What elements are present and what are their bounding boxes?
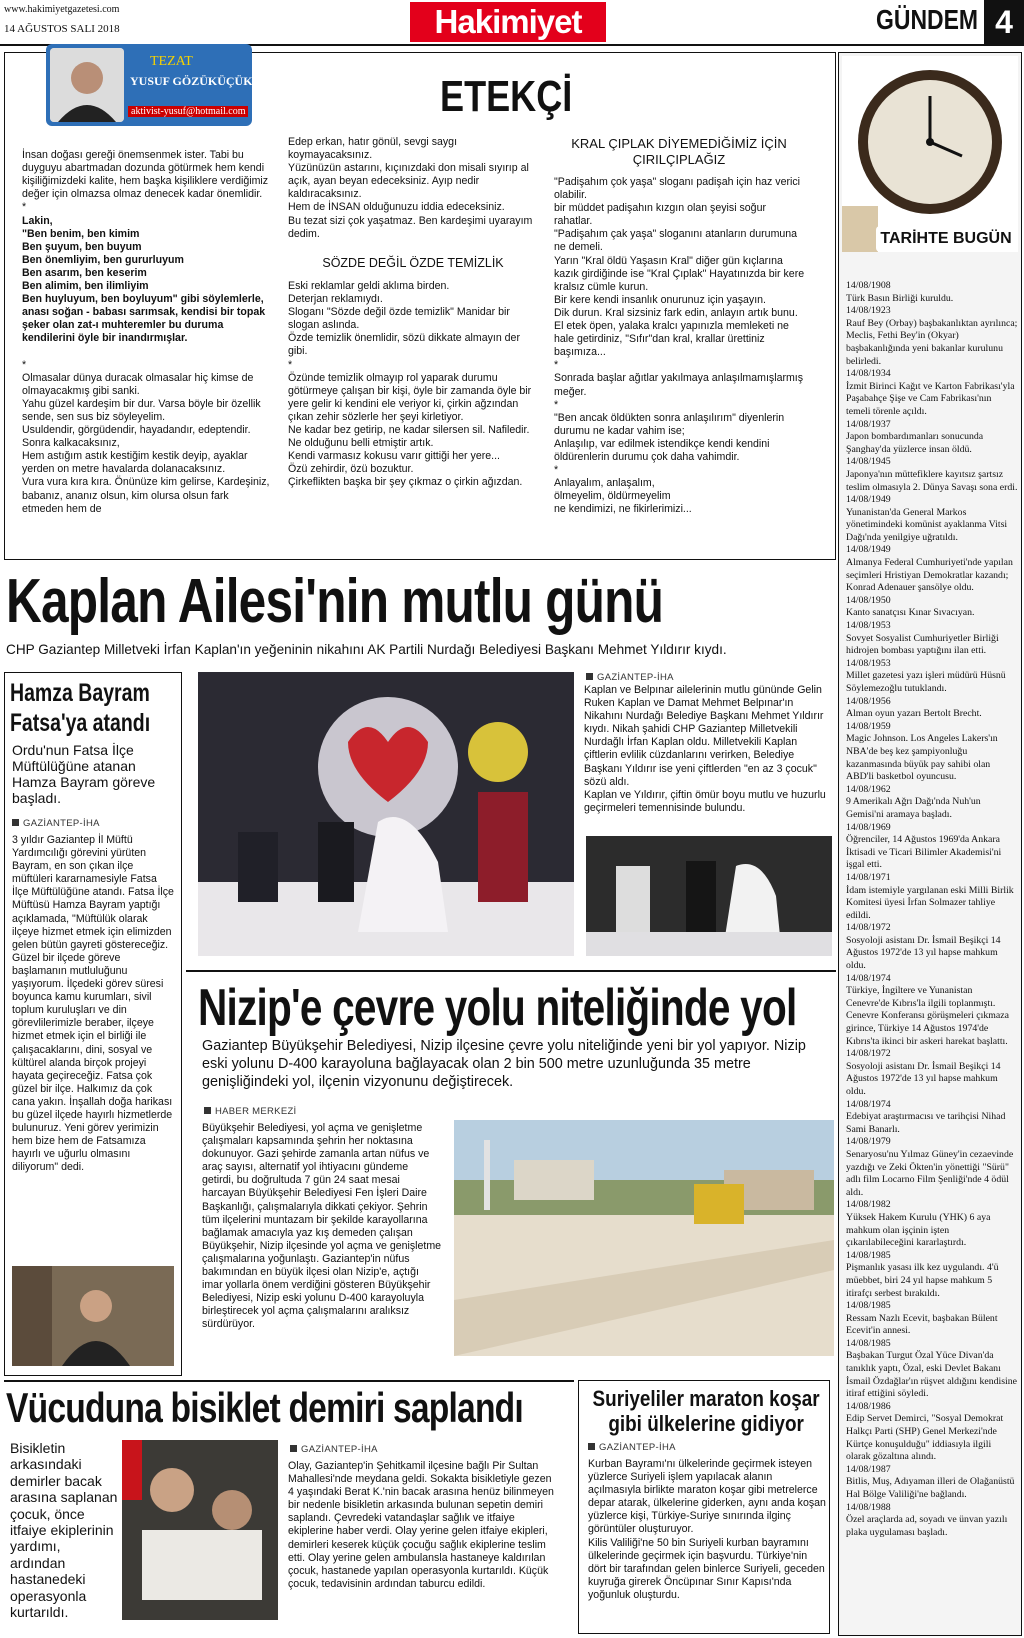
- section-label: GÜNDEM: [876, 4, 979, 35]
- tarihte-item-date: 14/08/1949: [846, 544, 891, 556]
- author-photo: [50, 48, 124, 122]
- tarihte-item-date: 14/08/1953: [846, 620, 891, 632]
- bisiklet-agency: GAZİANTEP-İHA: [290, 1444, 378, 1455]
- kaplan-body: Kaplan ve Belpınar ailelerinin mutlu gününde Gelin Ruken Kaplan ve Damat Mehmet Belpınar'ın Nikahını Nurdağı Belediye Başkanı Mehmet Yıldırır kıydı. Nikah şahidi CHP Gaziantep Milletvekili Nurdağlı İrfan Kaplan oldu. Milletvekili Kaplan çiftlerin evlilik cüzdanlarını verirken, Belediye Başkanı Yıldırır ise yeni çiftlerden "en az 3 çocuk" sözü aldı. Kaplan ve Yıldırır, çiftin ömür boyu mutlu ve huzurlu geçirmeleri temennisinde bulundu.: [584, 684, 826, 814]
- bisiklet-rule: [4, 1380, 574, 1382]
- column-title: ETEKÇİ: [440, 72, 573, 121]
- tarihte-item-text: Sosyoloji asistanı Dr. İsmail Beşikçi 14 Ağustos 1972'de 13 yıl hapse mahkum oldu.: [846, 934, 1001, 972]
- tarihte-item-date: 14/08/1962: [846, 783, 891, 795]
- kaplan-title: Kaplan Ailesi'nin mutlu günü: [6, 567, 664, 636]
- tarihte-item-date: 14/08/1972: [846, 922, 891, 934]
- tarihte-item-text: Rauf Bey (Orbay) başbakanlıktan ayrılınca; Meclis, Fethi Bey'in (Okyar) başbakanlığında yeni bakanlar kurulunu belirledi.: [846, 317, 1018, 367]
- tarihte-item-date: 14/08/1945: [846, 456, 891, 468]
- column-email[interactable]: aktivist-yusuf@hotmail.com: [128, 106, 248, 117]
- tarihte-item-date: 14/08/1934: [846, 368, 891, 380]
- tarihte-title: TARİHTE BUGÜN: [876, 226, 1016, 252]
- tarihte-item-date: 14/08/1969: [846, 821, 891, 833]
- bisiklet-lead: Bisikletin arkasındaki demirler bacak arasına saplanan çocuk, önce itfaiye ekiplerinin yardımı, ardından hastanedeki operasyonla kurtarıldı.: [10, 1440, 118, 1621]
- suriye-body: Kurban Bayramı'nı ülkelerinde geçirmek isteyen yüzlerce Suriyeli işlem yapılacak alanın açılmasıyla birlikte maraton koşar gibi metrelerce depar atarak, ülkelerine giderken, aynı anda koşan yüzlerce kişi, Türkiye-Suriye sınırında ilginç görüntüler oluşturuyor. Kilis Valiliği'ne 50 bin Suriyeli kurban bayramını ülkelerinde geçirmek için başvurdu. Türkiye'nin dört bir tarafından gelen binlerce Suriyeli, geceden kuyruğa girerek Öncüpınar Sınır Kapısı'nda yoğunluk oluşturdu.: [588, 1458, 826, 1601]
- tarihte-list: [846, 280, 1018, 1539]
- hamza-agency: GAZİANTEP-İHA: [12, 818, 100, 829]
- tarihte-item-text: Edip Servet Demirci, "Sosyal Demokrat Halkçı Parti (SHP) Genel Merkezi'nde Kürtçe konuşulduğu" iddiasıyla ilgili olarak gözaltına alındı.: [846, 1413, 1004, 1463]
- tarihte-item-text: Almanya Federal Cumhuriyeti'nde yapılan seçimleri Hristiyan Demokratlar kazandı; Konrad Adenauer şansölye oldu.: [846, 557, 1013, 594]
- nizip-title: Nizip'e çevre yolu niteliğinde yol: [198, 979, 797, 1037]
- nizip-agency: HABER MERKEZİ: [204, 1106, 297, 1117]
- nizip-photo: [454, 1120, 834, 1356]
- tarihte-item-date: 14/08/1985: [846, 1300, 891, 1312]
- tarihte-item-date: 14/08/1953: [846, 657, 891, 669]
- tarihte-item-text: İzmit Birinci Kağıt ve Karton Fabrikası'yla Paşabahçe Şişe ve Cam Fabrikası'nın temeli törenle açıldı.: [846, 380, 1015, 417]
- tarihte-item-text: Öğrenciler, 14 Ağustos 1969'da Ankara İktisadi ve Ticari Bilimler Akademisi'ni işgal etti.: [846, 834, 1002, 871]
- tarihte-item-text: 9 Amerikalı Ağrı Dağı'nda Nuh'un Gemisi'ni aramaya başladı.: [846, 796, 981, 820]
- masthead-logo-text: Hakimiyet: [434, 3, 582, 40]
- tarihte-item-date: 14/08/1949: [846, 494, 891, 506]
- tarihte-item-text: Ressam Nazlı Ecevit, başbakan Bülent Ecevit'in annesi.: [846, 1312, 998, 1337]
- page-number: 4: [984, 0, 1024, 44]
- clock-image: [842, 56, 1018, 252]
- tarihte-item-date: 14/08/1979: [846, 1136, 891, 1148]
- tarihte-item-date: 14/08/1986: [846, 1400, 891, 1412]
- tarihte-item-text: Edebiyat araştırmacısı ve tarihçisi Nihad Sami Banarlı.: [846, 1111, 1006, 1135]
- nizip-subtitle: Gaziantep Büyükşehir Belediyesi, Nizip ilçesine çevre yolu niteliğinde yeni bir yol yapıyor. Nizip eski yolunu D-400 karayoluna bağlayacak olan 2 bin 500 metre uzunluğunda 35 metre genişliğindeki yol, ilçenin vizyonunu değiştirecek.: [202, 1038, 806, 1090]
- tarihte-item-date: 14/08/1959: [846, 720, 891, 732]
- hamza-lead: Ordu'nun Fatsa İlçe Müftülüğüne atanan Hamza Bayram göreve başladı.: [12, 742, 156, 806]
- suriye-agency: GAZİANTEP-İHA: [588, 1442, 676, 1453]
- tarihte-item-date: 14/08/1974: [846, 972, 891, 984]
- tarihte-item-text: Yunanistan'da General Markos yönetimindeki komünist ayaklanma Vitsi Dağı'nda yenilgiye uğratıldı.: [846, 506, 1008, 543]
- tarihte-item-text: Bitlis, Muş, Adıyaman illeri de Olağanüstü Hal Bölge Valiliği'ne bağlandı.: [846, 1476, 1015, 1500]
- column-col1: İnsan doğası gereği önemsenmek ister. Tabi bu duyguyu abartmadan dozunda götürmek hem kendi kişiliğimizdeki kalite, hem başka kişiliklere verdiğimiz değer için olmazsa olmaz denecek kadar önemlidir. * Lakin, "Ben benim, ben kimim Ben şuyum, ben buyum Ben önemliyim, ben gururluyum Ben asarım, ben keserim Ben alimim, ben ilimliyim Ben huyluyum, ben boyluyum" gibi söylemlerle, anası soğan - babası sarımsak, kendisi bir topak şeker olan zat-ı muhteremler bu duruma kendilerini öyle bir inandırmışlar. * Olmasalar dünya duracak olmasalar hiç kimse de olmayacakmış gibi sanki. Yahu güzel kardeşim bir dur. Varsa böyle bir özellik sende, sen sus biz söyleyelim. Usuldendir, görgüdendir, hayadandır, edeptendir. Sonra kalkacaksınız, Hem astığım astık kestiğim kestik deyip, ayaklar yerden on metre havalarda dolanacaksınız. Vura vura kıra kıra. Önünüze kim gelirse, Kardeşiniz, babanız, ananız olsun, kim olursa olsun fark etmeden hem de: [22, 149, 270, 515]
- column-col2-subhead: SÖZDE DEĞİL ÖZDE TEMİZLİK: [322, 256, 504, 270]
- tarihte-item-date: 14/08/1971: [846, 871, 891, 883]
- tarihte-item-text: Kanto sanatçısı Kınar Sıvacıyan.: [846, 607, 975, 619]
- tarihte-item-text: Senaryosu'nu Yılmaz Güney'in cezaevinde yazdığı ve Zeki Ökten'in yönettiği "Sürü" adlı film Locarno Film Şenliği'nde 4 ödül aldı.: [846, 1148, 1014, 1198]
- kaplan-subtitle: CHP Gaziantep Milletveki İrfan Kaplan'ın yeğeninin nikahını AK Partili Nurdağı Belediyesi Başkanı Mehmet Yıldırır kıydı.: [6, 642, 727, 657]
- bisiklet-title: Vücuduna bisiklet demiri saplandı: [6, 1384, 523, 1431]
- header-date: 14 AĞUSTOS SALI 2018: [4, 23, 120, 35]
- tarihte-item-date: 14/08/1985: [846, 1249, 891, 1261]
- tarihte-item-text: İdam istemiyle yargılanan eski Milli Birlik Komitesi üyesi İrfan Solmazer tahliye edildi.: [846, 884, 1014, 921]
- tarihte-item-text: Sosyoloji asistanı Dr. İsmail Beşikçi 14 Ağustos 1972'de 13 yıl hapse mahkum oldu.: [846, 1060, 1001, 1097]
- tarihte-item-text: Alman oyun yazarı Bertolt Brecht.: [846, 708, 982, 720]
- bisiklet-photo: [122, 1440, 278, 1620]
- tarihte-item-text: Japon bombardımanları sonucunda Şanghay'da yüzlerce insan öldü.: [846, 431, 984, 455]
- hamza-title: Hamza Bayram Fatsa'ya atandı: [10, 679, 151, 737]
- tarihte-item-date: 14/08/1987: [846, 1463, 891, 1475]
- column-tag: TEZAT: [150, 54, 193, 69]
- header-website[interactable]: www.hakimiyetgazetesi.com: [4, 4, 120, 15]
- tarihte-item-text: Pişmanlık yasası ilk kez uygulandı. 4'ü müebbet, biri 24 yıl hapse mahkum 5 itirafçı serbest bırakıldı.: [846, 1262, 999, 1299]
- tarihte-item-date: 14/08/1950: [846, 594, 891, 606]
- suriye-title: Suriyeliler maraton koşar gibi ülkelerine gidiyor: [592, 1386, 820, 1436]
- column-col3: "Padişahım çok yaşa" sloganı padişah için haz verici olabilir. bir müddet padişahın kızgın olan şeyisi soğur rahatlar. "Padişahım çak yaşa" sloganını atanların durumuna ne demeli. Yarın "Kral öldü Yaşasın Kral" diğer gün kıçlarına kazık girdiğinde ise "Kral Çıplak" Hayatınızda bir kere kralsız cümle kurun. Bir kere kendi insanlık onurunuz için yaşayın. Dik durun. Kral sizsiniz fark edin, anlayın artık bunu. El etek öpen, yalaka kralcı yapınızla memleketi ne hale getirdiniz, "Sıfır"dan kral, krallar ürettiniz başımıza... * Sonrada başlar ağıtlar yakılmaya anlaşılmamışlarmış meğer. * "Ben ancak öldükten sonra anlaşılırım" diyenlerin durumu ne kadar vahim ise; Anlaşılıp, var edilmek istendikçe kendi kendini öldürenlerin durumu çok daha vahimdir. * Anlayalım, anlaşalım, ölmeyelim, öldürmeyelim ne kendimizi, ne fikirlerimizi...: [554, 176, 805, 516]
- tarihte-item-text: Özel araçlarda ad, soyadı ve ünvan yazılı plaka uygulaması başladı.: [846, 1514, 1008, 1538]
- tarihte-item-text: Sovyet Sosyalist Cumhuriyetler Birliği hidrojen bombası yaptığını ilan etti.: [846, 632, 999, 657]
- tarihte-item-date: 14/08/1923: [846, 305, 891, 317]
- tarihte-item-text: Yüksek Hakem Kurulu (YHK) 6 aya mahkum olan işçinin işten çıkarılabileceğini kararlaştırdı.: [846, 1211, 991, 1249]
- tarihte-item-date: 14/08/1985: [846, 1337, 891, 1349]
- hamza-photo: [12, 1266, 174, 1366]
- tarihte-item-text: Millet gazetesi yazı işleri müdürü Hüsnü Söylemezoğlu tutuklandı.: [846, 670, 1006, 694]
- tarihte-item-date: 14/08/1972: [846, 1048, 891, 1060]
- nizip-body: Büyükşehir Belediyesi, yol açma ve genişletme çalışmaları kapsamında şehrin her noktasına dokunuyor. Gazi şehirde zamanla artan nüfus ve araç sayısı, alternatif yol ihtiyacını gündeme getirdi, bu doğrultuda 7 gün 24 saat mesai harcayan Büyükşehir Belediyesi Fen İşleri Daire Başkanlığı, çalışmalarıyla dikkati çekiyor. Şehrin tüm ilçelerini muntazam bir şekilde karayollarına bağlamak amacıyla yaz kış demeden çalışan Büyükşehir, Nizip ilçesinde yol açma ve genişletme çalışmalarına yoğunlaştı. Gaziantep'in nüfus bakımından en büyük ilçesi olan Nizip'e, açtığı imar yollarla önem verdiğini gösteren Büyükşehir Belediyesi, Nizip eski yolunu D-400 karayoluyla birleştirecek yol açma çalışmalarını aralıksız sürdürüyor.: [202, 1122, 442, 1331]
- tarihte-item-date: 14/08/1956: [846, 695, 891, 707]
- column-col2-b: Eski reklamlar geldi aklıma birden. Deterjan reklamıydı. Sloganı "Sözde değil özde temizlik" Manidar bir slogan aslında. Özde temizlik önemlidir, sözü dikkate almayın der gibi. * Özünde temizlik olmayıp rol yaparak durumu götürmeye çalışan bir kişi, öyle bir zamanda öyle bir yere gelir ki kendini ele veriyor ki, çirkin ağzından çıkan zehir sözlerle her şeyi kirletiyor. Ne kadar bez getirip, ne kadar silersen sil. Nafiledir. Ne olduğunu belli etmiştir artık. Kendi varmasız kokusu varır gittiği her yere... Özü zehirdir, özü bozuktur. Çirkeflikten başka bir şey çıkmaz o çirkin ağızdan.: [288, 280, 532, 489]
- kaplan-photo-main: [198, 672, 574, 956]
- tarihte-item-text: Türk Basın Birliği kuruldu.: [846, 292, 954, 304]
- column-col3-subhead: KRAL ÇIPLAK DİYEMEDİĞİMİZ İÇİN ÇIRILÇIPLAĞIZ: [571, 136, 787, 167]
- tarihte-item-date: 14/08/1982: [846, 1199, 891, 1211]
- tarihte-item-date: 14/08/1988: [846, 1501, 891, 1513]
- column-author: YUSUF GÖZÜKÜÇÜK: [130, 74, 253, 88]
- nizip-rule: [186, 970, 836, 972]
- tarihte-item-text: Türkiye, İngiltere ve Yunanistan Cenevre'de Kıbrıs'la ilgili toplanmıştı. Cenevre Konferansı görüşmeleri çıkmaza girince, Türkiye 14 Ağustos 1974'de Kıbrıs'ta ikinci bir askeri harekat başlattı.: [846, 985, 1009, 1047]
- tarihte-item-text: Magic Johnson. Los Angeles Lakers'ın NBA'de beş kez şampiyonluğu kazanmasında büyük pay sahibi olan ABD'li basketbol oyuncusu.: [846, 733, 998, 783]
- tarihte-item-date: 14/08/1974: [846, 1098, 891, 1110]
- tarihte-item-text: Başbakan Turgut Özal Yüce Divan'da tanıklık yaptı, Özal, eski Devlet Bakanı İsmail Özdağlar'ın rüşvet aldığını kendisine itiraf ettiğini söyledi.: [846, 1350, 1017, 1400]
- column-col2: Edep erkan, hatır gönül, sevgi saygı koymayacaksınız. Yüzünüzün astarını, kıçınızdaki don misali sıyırıp al açık, ayan beyan edeceksiniz. Ayıp nedir kaldıracaksınız. Hem de İNSAN olduğunuzu iddia edeceksiniz. Bu tezat sizi çok yaşatmaz. Ben kardeşimi uyarayım dedim.: [288, 136, 533, 240]
- hamza-body: 3 yıldır Gaziantep İl Müftü Yardımcılığı görevini yürüten Bayram, en son çıkan ilçe müftüleri kararnamesiyle Fatsa İlçe Müftülüğüne atandı. Fatsa İlçe Müftüsü Hamza Bayram yaptığı açıklamada, "Müftülük olarak ilçeye hizmet etmek için elimizden gelen bütün gayreti göstereceğiz. Güzel bir ilçede göreve başlamanın mutluluğunu yaşıyorum. İlçedeki görev süresi boyunca kamu kurumları, sivil toplum kuruluşları ve din görevlilerimizle beraber, ilçeye hizmet etmek için el birliği ile çalışacaklarını, dini, sosyal ve kültürel alanda birçok projeyi hayata geçireceğiz. Fatsa çok güzel bir ilçe. Halkımız da çok cana yakın. İnşallah doğa harikası bu güzel ilçede hayırlı hizmetlerde bulunuruz. Yeni görev yerimizin hem bize hem de Fatsamıza hayırlı ve uğurlu olmasını diliyorum" dedi.: [12, 834, 174, 1174]
- column-col1-bold: Lakin, "Ben benim, ben kimim Ben şuyum, ben buyum Ben önemliyim, ben gururluyum Ben asarım, ben keserim Ben alimim, ben ilimliyim Ben huyluyum, ben boyluyum" gibi söylemlerle, anası soğan - babası sarımsak, kendisi bir topak şeker olan zat-ı muhteremler bu duruma kendilerini öyle bir inandırmışlar.: [22, 214, 266, 345]
- kaplan-photo-small: [586, 836, 832, 956]
- kaplan-agency: GAZİANTEP-İHA: [586, 672, 674, 683]
- tarihte-item-date: 14/08/1908: [846, 280, 891, 291]
- tarihte-item-date: 14/08/1937: [846, 418, 891, 430]
- masthead-logo: [410, 2, 606, 42]
- tarihte-item-text: Japonya'nın müttefiklere kayıtsız şartsız teslim olmasıyla 2. Dünya Savaşı sona erdi.: [846, 468, 1018, 493]
- bisiklet-body: Olay, Gaziantep'in Şehitkamil ilçesine bağlı Pir Sultan Mahallesi'nde meydana geldi. Sokakta bisikletiyle gezen 4 yaşındaki Berat K.'nin bacak arasına henüz bilinmeyen bir nedenle bisikletin arkasında bulunan sepetin demiri saplandı. Çevredeki vatandaşlar sağlık ve itfaiye ekiplerine haber verdi. Olay yerine gelen itfaiye ekipleri, demirleri keserek küçük çocuğu sağlık ekiplerine teslim etti. Olay yerine gelen ambulansla hastaneye kaldırılan çocuk, hastanede yapılan operasyonla kurtarıldı. Küçük çocuk, tedavisinin ardından taburcu edildi.: [288, 1460, 554, 1590]
